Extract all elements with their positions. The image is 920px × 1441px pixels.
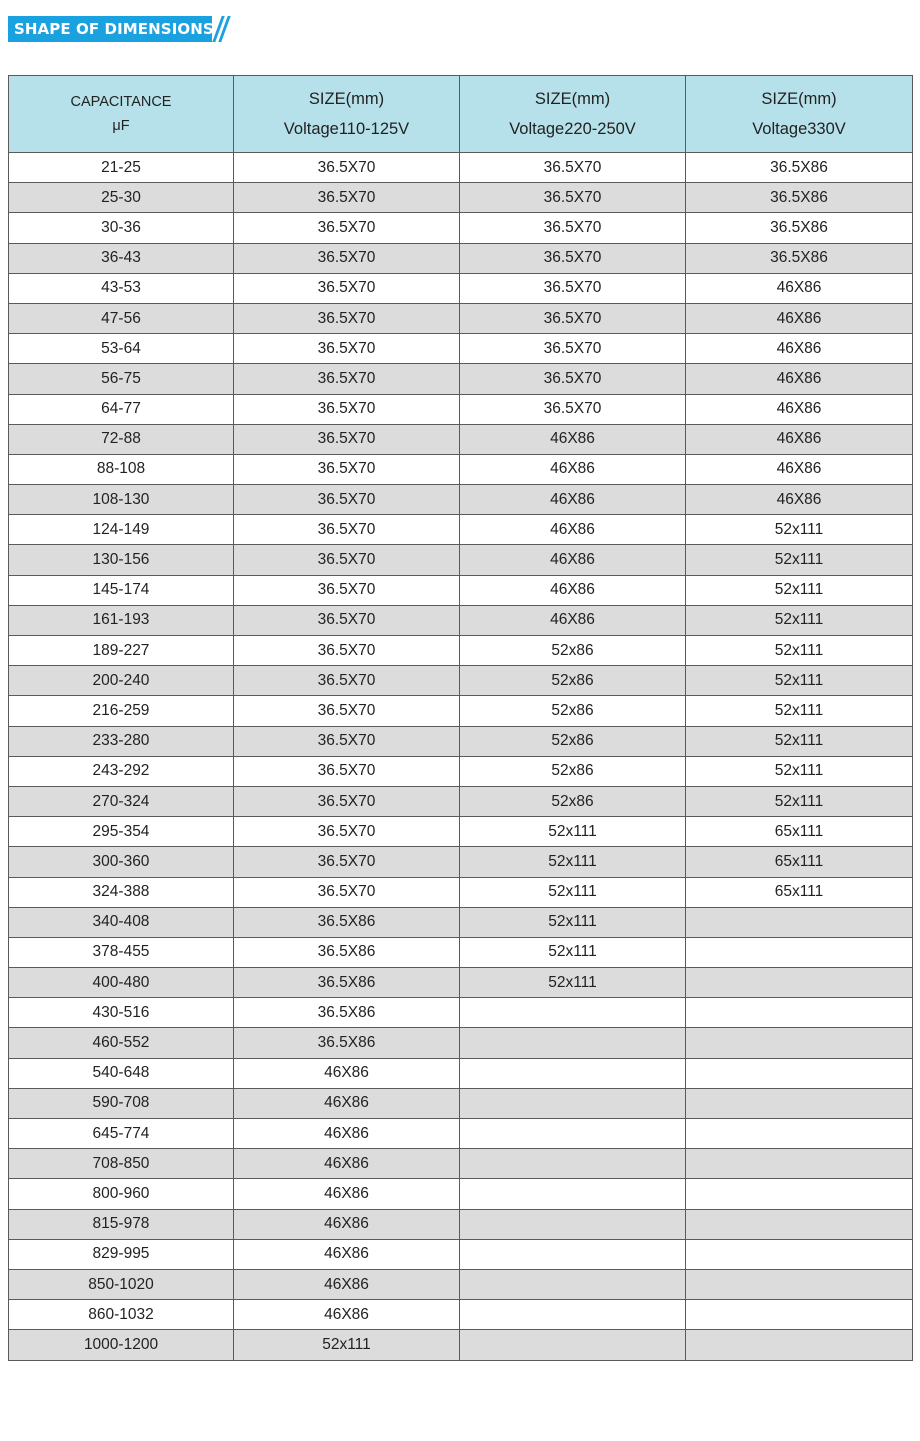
size-110-125v-cell: 36.5X70 (234, 515, 460, 545)
size-330v-cell (686, 1330, 913, 1360)
size-220-250v-cell (460, 1239, 686, 1269)
size-330v-cell: 52x111 (686, 696, 913, 726)
size-330v-cell: 65x111 (686, 877, 913, 907)
size-220-250v-cell: 36.5X70 (460, 213, 686, 243)
size-110-125v-cell: 36.5X70 (234, 394, 460, 424)
size-110-125v-cell: 36.5X70 (234, 273, 460, 303)
table-row (9, 1300, 913, 1330)
table-body (9, 153, 913, 1361)
table-row (9, 907, 913, 937)
capacitance-cell: 590-708 (9, 1088, 234, 1118)
size-110-125v-cell: 36.5X70 (234, 847, 460, 877)
table-row (9, 243, 913, 273)
capacitance-cell: 200-240 (9, 666, 234, 696)
size-330v-cell (686, 968, 913, 998)
size-110-125v-cell: 36.5X70 (234, 575, 460, 605)
table-row (9, 424, 913, 454)
capacitance-cell: 53-64 (9, 334, 234, 364)
table-row (9, 303, 913, 333)
size-330v-cell: 36.5X86 (686, 243, 913, 273)
capacitance-cell: 72-88 (9, 424, 234, 454)
size-330v-cell: 52x111 (686, 786, 913, 816)
size-330v-cell (686, 907, 913, 937)
size-330v-cell (686, 1119, 913, 1149)
capacitance-cell: 36-43 (9, 243, 234, 273)
size-110-125v-cell: 36.5X86 (234, 968, 460, 998)
capacitance-cell: 860-1032 (9, 1300, 234, 1330)
size-220-250v-cell: 36.5X70 (460, 153, 686, 183)
size-110-125v-cell: 36.5X70 (234, 636, 460, 666)
table-row (9, 545, 913, 575)
capacitance-cell: 708-850 (9, 1149, 234, 1179)
size-330v-cell (686, 1209, 913, 1239)
size-110-125v-cell: 36.5X70 (234, 183, 460, 213)
capacitance-cell: 243-292 (9, 756, 234, 786)
table-row (9, 394, 913, 424)
table-row (9, 847, 913, 877)
size-220-250v-cell: 52x86 (460, 666, 686, 696)
capacitance-cell: 25-30 (9, 183, 234, 213)
size-330v-cell: 52x111 (686, 666, 913, 696)
capacitance-cell: 540-648 (9, 1058, 234, 1088)
size-220-250v-cell: 46X86 (460, 545, 686, 575)
size-330v-cell (686, 1088, 913, 1118)
size-220-250v-cell: 52x86 (460, 696, 686, 726)
size-220-250v-cell: 46X86 (460, 485, 686, 515)
column-header-line1: SIZE(mm) (308, 90, 385, 108)
table-row (9, 273, 913, 303)
table-row (9, 1058, 913, 1088)
size-330v-cell: 52x111 (686, 605, 913, 635)
capacitance-cell: 800-960 (9, 1179, 234, 1209)
size-330v-cell (686, 1058, 913, 1088)
table-row (9, 364, 913, 394)
size-110-125v-cell: 36.5X70 (234, 696, 460, 726)
size-220-250v-cell: 52x86 (460, 726, 686, 756)
column-header-size-220-250v (460, 76, 686, 153)
size-110-125v-cell: 36.5X70 (234, 303, 460, 333)
capacitance-cell: 64-77 (9, 394, 234, 424)
capacitance-cell: 460-552 (9, 1028, 234, 1058)
size-110-125v-cell: 36.5X86 (234, 1028, 460, 1058)
size-220-250v-cell: 52x86 (460, 636, 686, 666)
size-110-125v-cell: 36.5X70 (234, 756, 460, 786)
size-220-250v-cell: 46X86 (460, 454, 686, 484)
size-330v-cell: 52x111 (686, 756, 913, 786)
size-220-250v-cell: 36.5X70 (460, 243, 686, 273)
size-220-250v-cell (460, 1300, 686, 1330)
size-330v-cell: 46X86 (686, 303, 913, 333)
size-110-125v-cell: 46X86 (234, 1088, 460, 1118)
table-row (9, 454, 913, 484)
size-330v-cell: 65x111 (686, 817, 913, 847)
table-row (9, 998, 913, 1028)
capacitance-cell: 324-388 (9, 877, 234, 907)
size-110-125v-cell: 36.5X70 (234, 334, 460, 364)
capacitance-cell: 270-324 (9, 786, 234, 816)
capacitance-cell: 400-480 (9, 968, 234, 998)
size-220-250v-cell: 52x111 (460, 817, 686, 847)
table-row (9, 575, 913, 605)
size-220-250v-cell: 52x111 (460, 968, 686, 998)
size-110-125v-cell: 36.5X70 (234, 424, 460, 454)
capacitance-cell: 829-995 (9, 1239, 234, 1269)
size-220-250v-cell: 36.5X70 (460, 364, 686, 394)
table-row (9, 786, 913, 816)
column-header-line2: μF (112, 118, 130, 134)
size-220-250v-cell: 52x111 (460, 907, 686, 937)
capacitance-cell: 189-227 (9, 636, 234, 666)
size-110-125v-cell: 36.5X70 (234, 364, 460, 394)
capacitance-cell: 645-774 (9, 1119, 234, 1149)
size-330v-cell: 46X86 (686, 424, 913, 454)
capacitance-cell: 295-354 (9, 817, 234, 847)
size-110-125v-cell: 36.5X70 (234, 877, 460, 907)
table-row (9, 515, 913, 545)
capacitance-cell: 430-516 (9, 998, 234, 1028)
section-title: SHAPE OF DIMENSIONS (14, 20, 214, 38)
column-header-size-110-125v (234, 76, 460, 153)
capacitance-cell: 21-25 (9, 153, 234, 183)
size-330v-cell (686, 998, 913, 1028)
size-220-250v-cell (460, 998, 686, 1028)
size-110-125v-cell: 36.5X86 (234, 907, 460, 937)
table-row (9, 636, 913, 666)
table-row (9, 877, 913, 907)
capacitance-cell: 124-149 (9, 515, 234, 545)
size-220-250v-cell (460, 1179, 686, 1209)
size-110-125v-cell: 46X86 (234, 1300, 460, 1330)
size-110-125v-cell: 36.5X70 (234, 786, 460, 816)
size-110-125v-cell: 46X86 (234, 1179, 460, 1209)
size-330v-cell (686, 1028, 913, 1058)
size-110-125v-cell: 36.5X70 (234, 153, 460, 183)
column-header-line2: Voltage220-250V (509, 120, 636, 138)
size-220-250v-cell: 36.5X70 (460, 273, 686, 303)
size-110-125v-cell: 36.5X70 (234, 726, 460, 756)
table-header (9, 76, 913, 153)
capacitance-cell: 300-360 (9, 847, 234, 877)
table-row (9, 1269, 913, 1299)
size-330v-cell: 36.5X86 (686, 153, 913, 183)
capacitance-cell: 145-174 (9, 575, 234, 605)
size-220-250v-cell: 36.5X70 (460, 183, 686, 213)
column-header-capacitance (9, 76, 234, 153)
table-row (9, 968, 913, 998)
size-330v-cell: 46X86 (686, 454, 913, 484)
table-row (9, 1088, 913, 1118)
capacitance-cell: 850-1020 (9, 1269, 234, 1299)
size-220-250v-cell (460, 1119, 686, 1149)
size-330v-cell: 52x111 (686, 545, 913, 575)
table-row (9, 666, 913, 696)
size-220-250v-cell: 52x86 (460, 756, 686, 786)
capacitance-cell: 30-36 (9, 213, 234, 243)
size-220-250v-cell: 36.5X70 (460, 394, 686, 424)
table-row (9, 334, 913, 364)
size-110-125v-cell: 46X86 (234, 1058, 460, 1088)
size-110-125v-cell: 36.5X86 (234, 937, 460, 967)
dimensions-table (8, 75, 913, 1361)
size-110-125v-cell: 36.5X70 (234, 485, 460, 515)
capacitance-cell: 161-193 (9, 605, 234, 635)
capacitance-cell: 216-259 (9, 696, 234, 726)
size-220-250v-cell: 52x86 (460, 786, 686, 816)
table-row (9, 1330, 913, 1360)
size-110-125v-cell: 46X86 (234, 1119, 460, 1149)
capacitance-cell: 56-75 (9, 364, 234, 394)
column-header-line1: CAPACITANCE (70, 94, 172, 110)
table-row (9, 1209, 913, 1239)
size-220-250v-cell: 46X86 (460, 424, 686, 454)
size-330v-cell (686, 1269, 913, 1299)
size-330v-cell: 46X86 (686, 364, 913, 394)
capacitance-cell: 88-108 (9, 454, 234, 484)
size-220-250v-cell (460, 1028, 686, 1058)
size-110-125v-cell: 36.5X70 (234, 817, 460, 847)
size-220-250v-cell (460, 1330, 686, 1360)
column-header-size-330v (686, 76, 913, 153)
size-220-250v-cell: 46X86 (460, 605, 686, 635)
table-row (9, 183, 913, 213)
size-330v-cell: 46X86 (686, 334, 913, 364)
size-110-125v-cell: 36.5X70 (234, 545, 460, 575)
table-row (9, 1179, 913, 1209)
size-330v-cell (686, 1179, 913, 1209)
size-330v-cell (686, 1300, 913, 1330)
capacitance-cell: 130-156 (9, 545, 234, 575)
capacitance-cell: 47-56 (9, 303, 234, 333)
size-220-250v-cell (460, 1058, 686, 1088)
size-330v-cell: 52x111 (686, 575, 913, 605)
section-banner (8, 16, 230, 42)
table-row (9, 605, 913, 635)
size-110-125v-cell: 36.5X70 (234, 605, 460, 635)
capacitance-cell: 815-978 (9, 1209, 234, 1239)
size-110-125v-cell: 46X86 (234, 1209, 460, 1239)
size-220-250v-cell: 52x111 (460, 937, 686, 967)
size-220-250v-cell: 52x111 (460, 877, 686, 907)
size-330v-cell: 36.5X86 (686, 213, 913, 243)
capacitance-cell: 1000-1200 (9, 1330, 234, 1360)
size-220-250v-cell (460, 1209, 686, 1239)
table-row (9, 1149, 913, 1179)
size-330v-cell: 52x111 (686, 515, 913, 545)
size-330v-cell: 46X86 (686, 485, 913, 515)
capacitance-cell: 378-455 (9, 937, 234, 967)
size-330v-cell: 52x111 (686, 636, 913, 666)
size-220-250v-cell (460, 1269, 686, 1299)
table-row (9, 726, 913, 756)
table-row (9, 756, 913, 786)
header-row (9, 76, 913, 153)
table-row (9, 213, 913, 243)
size-330v-cell: 52x111 (686, 726, 913, 756)
table-row (9, 937, 913, 967)
capacitance-cell: 233-280 (9, 726, 234, 756)
size-110-125v-cell: 36.5X70 (234, 243, 460, 273)
size-110-125v-cell: 46X86 (234, 1239, 460, 1269)
table-row (9, 153, 913, 183)
table-row (9, 485, 913, 515)
capacitance-cell: 340-408 (9, 907, 234, 937)
size-330v-cell (686, 1149, 913, 1179)
capacitance-cell: 43-53 (9, 273, 234, 303)
table-row (9, 1028, 913, 1058)
size-220-250v-cell (460, 1149, 686, 1179)
table-row (9, 1119, 913, 1149)
size-110-125v-cell: 52x111 (234, 1330, 460, 1360)
table-row (9, 696, 913, 726)
column-header-line2: Voltage330V (752, 120, 846, 138)
size-330v-cell: 46X86 (686, 273, 913, 303)
size-330v-cell: 46X86 (686, 394, 913, 424)
column-header-line1: SIZE(mm) (534, 90, 611, 108)
table-row (9, 1239, 913, 1269)
capacitance-cell: 108-130 (9, 485, 234, 515)
size-220-250v-cell: 46X86 (460, 575, 686, 605)
size-110-125v-cell: 36.5X70 (234, 454, 460, 484)
size-110-125v-cell: 46X86 (234, 1269, 460, 1299)
size-330v-cell: 36.5X86 (686, 183, 913, 213)
size-220-250v-cell: 36.5X70 (460, 334, 686, 364)
size-220-250v-cell: 36.5X70 (460, 303, 686, 333)
size-110-125v-cell: 36.5X70 (234, 213, 460, 243)
size-330v-cell (686, 1239, 913, 1269)
size-220-250v-cell: 52x111 (460, 847, 686, 877)
column-header-line2: Voltage110-125V (283, 120, 410, 138)
size-330v-cell (686, 937, 913, 967)
column-header-line1: SIZE(mm) (761, 90, 837, 108)
size-220-250v-cell: 46X86 (460, 515, 686, 545)
size-330v-cell: 65x111 (686, 847, 913, 877)
table-row (9, 817, 913, 847)
size-220-250v-cell (460, 1088, 686, 1118)
size-110-125v-cell: 36.5X86 (234, 998, 460, 1028)
size-110-125v-cell: 36.5X70 (234, 666, 460, 696)
size-110-125v-cell: 46X86 (234, 1149, 460, 1179)
